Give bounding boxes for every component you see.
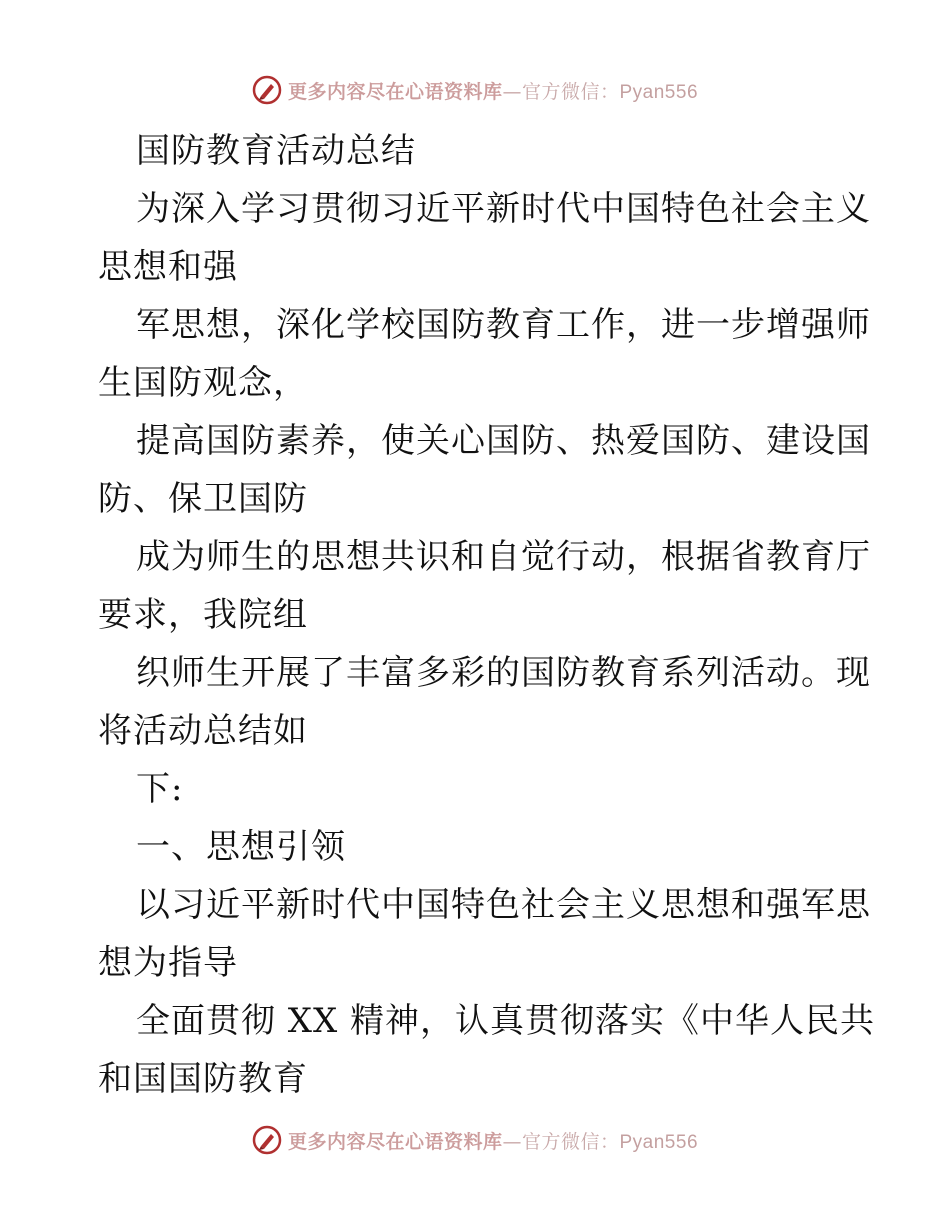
watermark-main-text: 更多内容尽在心语资料库	[287, 1130, 503, 1153]
watermark-separator: —	[502, 1130, 522, 1153]
watermark-text	[288, 77, 698, 104]
document-line: 军思想，深化学校国防教育工作，进一步增强师	[136, 305, 871, 345]
document-line: 一、思想引领	[136, 827, 346, 867]
header-watermark	[0, 70, 950, 110]
pen-logo-icon	[252, 75, 282, 105]
pen-logo-icon	[252, 1125, 282, 1155]
document-line: 和国国防教育	[98, 1059, 308, 1099]
watermark-suffix: 官方微信：	[521, 1130, 620, 1153]
document-line: 织师生开展了丰富多彩的国防教育系列活动。现	[136, 653, 871, 693]
document-line: 防、保卫国防	[98, 479, 308, 519]
document-line: 思想和强	[98, 247, 238, 287]
footer-watermark	[0, 1120, 950, 1160]
watermark-text	[288, 1127, 698, 1154]
document-line: 提高国防素养，使关心国防、热爱国防、建设国	[136, 421, 871, 461]
document-line: 要求，我院组	[98, 595, 308, 635]
watermark-suffix: 官方微信：	[521, 80, 620, 103]
document-line: 将活动总结如	[98, 711, 308, 751]
document-body	[98, 122, 876, 1108]
document-line: 为深入学习贯彻习近平新时代中国特色社会主义	[136, 189, 871, 229]
watermark-main-text: 更多内容尽在心语资料库	[287, 80, 503, 103]
document-line: 国防教育活动总结	[136, 131, 416, 171]
watermark-wechat-id: Pyan556	[619, 81, 699, 103]
document-line: 以习近平新时代中国特色社会主义思想和强军思	[136, 885, 871, 925]
document-line: 下:	[136, 769, 184, 809]
watermark-wechat-id: Pyan556	[619, 1131, 699, 1153]
watermark-separator: —	[502, 80, 522, 103]
document-line: 全面贯彻 XX 精神，认真贯彻落实《中华人民共	[136, 1001, 876, 1041]
document-line: 生国防观念，	[98, 363, 308, 403]
document-line: 想为指导	[98, 943, 238, 983]
document-line: 成为师生的思想共识和自觉行动，根据省教育厅	[136, 537, 871, 577]
